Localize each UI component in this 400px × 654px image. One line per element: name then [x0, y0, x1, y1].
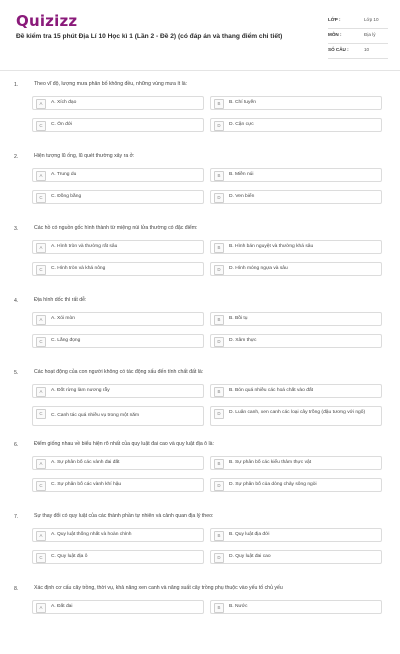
option-text: A. Sự phân bố các vành đai đất — [51, 460, 120, 465]
option-letter: D — [214, 265, 224, 275]
option-text: B. Bón quá nhiều các hoá chất vào đất — [229, 388, 314, 393]
question-number: 5. — [14, 370, 19, 376]
option-a[interactable] — [32, 168, 204, 182]
option-letter: A — [36, 99, 46, 109]
option-text: A. Quy luật thống nhất và hoàn chỉnh — [51, 532, 132, 537]
option-c[interactable] — [32, 190, 204, 204]
document-header — [0, 0, 400, 70]
question-number: 6. — [14, 442, 19, 448]
option-b[interactable] — [210, 384, 382, 398]
option-letter: C — [36, 409, 46, 419]
question-number: 2. — [14, 154, 19, 160]
option-letter: C — [36, 265, 46, 275]
question-item — [0, 582, 400, 654]
meta-value: Địa lý — [364, 32, 376, 37]
option-letter: A — [36, 171, 46, 181]
meta-row-count — [328, 44, 388, 59]
option-text: B. Chí tuyến — [229, 100, 256, 105]
option-text: B. Bồi tụ — [229, 316, 248, 321]
option-c[interactable] — [32, 406, 204, 426]
option-b[interactable] — [210, 528, 382, 542]
option-text: B. Nước — [229, 604, 248, 609]
option-text: D. Luân canh, xen canh các loại cây trồng (đậu tương với ngô) — [229, 410, 366, 415]
option-text: A. Trung du — [51, 172, 77, 177]
option-text: C. Hình tròn và khá nông — [51, 266, 106, 271]
option-text: D. Sự phân bố của dòng chảy sông ngòi — [229, 482, 317, 487]
page-title: Đề kiểm tra 15 phút Địa Lí 10 Học kì 1 (Lần 2 - Đề 2) (có đáp án và thang điểm chi tiết) — [16, 33, 283, 40]
question-number: 1. — [14, 82, 19, 88]
meta-label: SỐ CÂU : — [328, 47, 349, 52]
question-item — [0, 222, 400, 294]
question-text: Hiện tượng lũ ống, lũ quét thường xảy ra ở: — [34, 153, 135, 159]
option-c[interactable] — [32, 262, 204, 276]
option-b[interactable] — [210, 96, 382, 110]
option-text: C. Sự phân bố các vành khí hậu — [51, 482, 122, 487]
option-text: B. Quy luật địa đới — [229, 532, 270, 537]
option-b[interactable] — [210, 600, 382, 614]
option-letter: B — [214, 387, 224, 397]
option-text: B. Miền núi — [229, 172, 254, 177]
option-text: C. Lắng đọng — [51, 338, 81, 343]
option-letter: D — [214, 553, 224, 563]
option-text: C. Đồng bằng — [51, 194, 82, 199]
option-letter: B — [214, 459, 224, 469]
question-item — [0, 78, 400, 150]
question-item — [0, 294, 400, 366]
option-letter: D — [214, 337, 224, 347]
question-text: Các hoạt động của con người không có tác động xấu đến tính chất đất là: — [34, 369, 204, 375]
question-item — [0, 366, 400, 438]
option-letter: B — [214, 99, 224, 109]
option-d[interactable] — [210, 334, 382, 348]
question-text: Xác định cơ cấu cây trồng, thời vụ, khả năng xen canh và năng suất cây trồng phụ thuộc vào yếu tố chủ yếu — [34, 585, 283, 591]
question-text: Sự thay đổi có quy luật của các thành phần tự nhiên và cảnh quan địa lý theo: — [34, 513, 214, 519]
option-text: A. Hình tròn và thường rất sâu — [51, 244, 118, 249]
option-text: A. Xích đạo — [51, 100, 77, 105]
option-d[interactable] — [210, 118, 382, 132]
option-a[interactable] — [32, 456, 204, 470]
question-number: 7. — [14, 514, 19, 520]
option-text: D. Ven biển — [229, 194, 255, 199]
header-divider — [0, 70, 400, 71]
option-text: C. Canh tác quá nhiều vụ trong một năm — [51, 413, 140, 418]
option-letter: B — [214, 243, 224, 253]
option-letter: A — [36, 315, 46, 325]
option-text: B. Hình bán nguyệt và thường khá sâu — [229, 244, 314, 249]
question-text: Theo vĩ độ, lượng mưa phân bố không đều, những vùng mưa ít là: — [34, 81, 188, 87]
question-list — [0, 78, 400, 654]
option-text: D. Hình móng ngựa và sâu — [229, 266, 288, 271]
option-text: B. Sự phân bố các kiểu thảm thực vật — [229, 460, 312, 465]
option-a[interactable] — [32, 312, 204, 326]
question-number: 8. — [14, 586, 19, 592]
option-b[interactable] — [210, 168, 382, 182]
option-text: A. Đất đai — [51, 604, 73, 609]
option-letter: C — [36, 337, 46, 347]
option-b[interactable] — [210, 312, 382, 326]
option-text: A. Đốt rừng làm nương rẫy — [51, 388, 110, 393]
option-text: C. Ôn đới — [51, 122, 73, 127]
option-a[interactable] — [32, 600, 204, 614]
option-letter: B — [214, 531, 224, 541]
question-item — [0, 150, 400, 222]
option-letter: C — [36, 193, 46, 203]
quizizz-logo: Quizizz — [16, 12, 78, 30]
option-a[interactable] — [32, 528, 204, 542]
option-b[interactable] — [210, 240, 382, 254]
option-c[interactable] — [32, 550, 204, 564]
option-letter: C — [36, 121, 46, 131]
option-letter: D — [214, 121, 224, 131]
option-letter: B — [214, 315, 224, 325]
meta-value: Lớp 10 — [364, 17, 379, 22]
option-d[interactable] — [210, 262, 382, 276]
meta-row-subject — [328, 29, 388, 44]
option-letter: C — [36, 553, 46, 563]
question-text: Điểm giống nhau về biểu hiện rõ nhất của quy luật đai cao và quy luật địa ô là: — [34, 441, 214, 447]
option-letter: B — [214, 171, 224, 181]
option-d[interactable] — [210, 478, 382, 492]
option-text: C. Quy luật địa ô — [51, 554, 88, 559]
option-d[interactable] — [210, 190, 382, 204]
option-letter: C — [36, 481, 46, 491]
option-d[interactable] — [210, 406, 382, 426]
question-item — [0, 510, 400, 582]
option-letter: A — [36, 387, 46, 397]
option-a[interactable] — [32, 96, 204, 110]
option-letter: A — [36, 531, 46, 541]
option-c[interactable] — [32, 334, 204, 348]
option-b[interactable] — [210, 456, 382, 470]
option-d[interactable] — [210, 550, 382, 564]
option-letter: A — [36, 459, 46, 469]
meta-label: MÔN : — [328, 32, 342, 37]
option-text: D. Quy luật đai cao — [229, 554, 271, 559]
question-number: 3. — [14, 226, 19, 232]
meta-info — [328, 14, 388, 59]
question-item — [0, 438, 400, 510]
meta-row-class — [328, 14, 388, 29]
option-letter: A — [36, 603, 46, 613]
option-c[interactable] — [32, 478, 204, 492]
option-c[interactable] — [32, 118, 204, 132]
option-letter: B — [214, 603, 224, 613]
option-letter: A — [36, 243, 46, 253]
question-text: Các hồ có nguồn gốc hình thành từ miệng núi lửa thường có đặc điểm: — [34, 225, 198, 231]
option-letter: D — [214, 481, 224, 491]
question-number: 4. — [14, 298, 19, 304]
option-text: A. Xói mòn — [51, 316, 75, 321]
option-letter: D — [214, 409, 224, 419]
option-letter: D — [214, 193, 224, 203]
question-text: Địa hình dốc thì rất dễ: — [34, 297, 87, 303]
meta-value: 10 — [364, 47, 370, 52]
option-a[interactable] — [32, 384, 204, 398]
option-text: D. Xâm thực — [229, 338, 257, 343]
option-a[interactable] — [32, 240, 204, 254]
meta-label: LỚP : — [328, 17, 341, 22]
option-text: D. Cận cực — [229, 122, 254, 127]
